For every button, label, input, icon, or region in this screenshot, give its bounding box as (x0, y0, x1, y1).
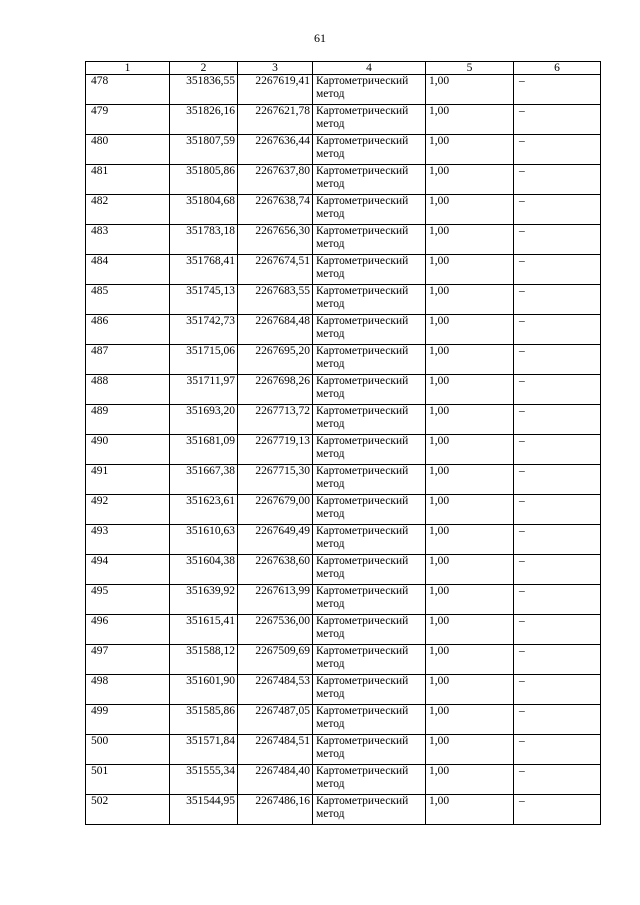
method-cell: Картометрический метод (313, 75, 426, 105)
y-coordinate-cell: 2267698,26 (238, 375, 313, 405)
point-number-cell: 480 (86, 135, 170, 165)
y-coordinate-cell: 2267674,51 (238, 255, 313, 285)
accuracy-cell: 1,00 (426, 345, 514, 375)
accuracy-cell: 1,00 (426, 615, 514, 645)
accuracy-cell: 1,00 (426, 435, 514, 465)
y-coordinate-cell: 2267536,00 (238, 615, 313, 645)
point-number-cell: 497 (86, 645, 170, 675)
note-cell: – (514, 345, 601, 375)
method-cell: Картометрический метод (313, 225, 426, 255)
x-coordinate-cell: 351544,95 (170, 795, 238, 825)
note-cell: – (514, 735, 601, 765)
column-header-3: 3 (238, 62, 313, 75)
note-cell: – (514, 585, 601, 615)
note-cell: – (514, 135, 601, 165)
y-coordinate-cell: 2267715,30 (238, 465, 313, 495)
accuracy-cell: 1,00 (426, 405, 514, 435)
y-coordinate-cell: 2267656,30 (238, 225, 313, 255)
method-cell: Картометрический метод (313, 615, 426, 645)
note-cell: – (514, 645, 601, 675)
point-number-cell: 502 (86, 795, 170, 825)
point-number-cell: 495 (86, 585, 170, 615)
method-cell: Картометрический метод (313, 105, 426, 135)
method-cell: Картометрический метод (313, 345, 426, 375)
method-cell: Картометрический метод (313, 675, 426, 705)
point-number-cell: 484 (86, 255, 170, 285)
table-row (86, 225, 601, 255)
accuracy-cell: 1,00 (426, 765, 514, 795)
table-row (86, 645, 601, 675)
y-coordinate-cell: 2267695,20 (238, 345, 313, 375)
y-coordinate-cell: 2267638,60 (238, 555, 313, 585)
method-cell: Картометрический метод (313, 135, 426, 165)
x-coordinate-cell: 351804,68 (170, 195, 238, 225)
table-row (86, 525, 601, 555)
accuracy-cell: 1,00 (426, 255, 514, 285)
accuracy-cell: 1,00 (426, 75, 514, 105)
note-cell: – (514, 375, 601, 405)
x-coordinate-cell: 351768,41 (170, 255, 238, 285)
table-body (86, 75, 601, 825)
accuracy-cell: 1,00 (426, 225, 514, 255)
x-coordinate-cell: 351555,34 (170, 765, 238, 795)
table-row (86, 765, 601, 795)
table-row (86, 105, 601, 135)
note-cell: – (514, 225, 601, 255)
table-row (86, 735, 601, 765)
method-cell: Картометрический метод (313, 555, 426, 585)
y-coordinate-cell: 2267719,13 (238, 435, 313, 465)
table-header (86, 62, 601, 75)
note-cell: – (514, 435, 601, 465)
method-cell: Картометрический метод (313, 195, 426, 225)
point-number-cell: 490 (86, 435, 170, 465)
table-row (86, 75, 601, 105)
note-cell: – (514, 315, 601, 345)
accuracy-cell: 1,00 (426, 135, 514, 165)
column-header-6: 6 (514, 62, 601, 75)
x-coordinate-cell: 351711,97 (170, 375, 238, 405)
column-header-5: 5 (426, 62, 514, 75)
method-cell: Картометрический метод (313, 765, 426, 795)
page-number: 61 (314, 31, 326, 45)
table-row (86, 675, 601, 705)
accuracy-cell: 1,00 (426, 375, 514, 405)
x-coordinate-cell: 351639,92 (170, 585, 238, 615)
accuracy-cell: 1,00 (426, 465, 514, 495)
note-cell: – (514, 675, 601, 705)
x-coordinate-cell: 351667,38 (170, 465, 238, 495)
y-coordinate-cell: 2267636,44 (238, 135, 313, 165)
point-number-cell: 494 (86, 555, 170, 585)
x-coordinate-cell: 351693,20 (170, 405, 238, 435)
point-number-cell: 487 (86, 345, 170, 375)
point-number-cell: 500 (86, 735, 170, 765)
method-cell: Картометрический метод (313, 315, 426, 345)
point-number-cell: 483 (86, 225, 170, 255)
accuracy-cell: 1,00 (426, 315, 514, 345)
accuracy-cell: 1,00 (426, 645, 514, 675)
point-number-cell: 488 (86, 375, 170, 405)
method-cell: Картометрический метод (313, 465, 426, 495)
method-cell: Картометрический метод (313, 255, 426, 285)
point-number-cell: 479 (86, 105, 170, 135)
point-number-cell: 489 (86, 405, 170, 435)
x-coordinate-cell: 351807,59 (170, 135, 238, 165)
note-cell: – (514, 765, 601, 795)
table-row (86, 615, 601, 645)
table-row (86, 315, 601, 345)
table-row (86, 465, 601, 495)
method-cell: Картометрический метод (313, 285, 426, 315)
point-number-cell: 499 (86, 705, 170, 735)
column-header-2: 2 (170, 62, 238, 75)
x-coordinate-cell: 351742,73 (170, 315, 238, 345)
y-coordinate-cell: 2267487,05 (238, 705, 313, 735)
y-coordinate-cell: 2267484,53 (238, 675, 313, 705)
accuracy-cell: 1,00 (426, 705, 514, 735)
note-cell: – (514, 795, 601, 825)
table-row (86, 795, 601, 825)
y-coordinate-cell: 2267637,80 (238, 165, 313, 195)
point-number-cell: 485 (86, 285, 170, 315)
table-row (86, 435, 601, 465)
y-coordinate-cell: 2267484,51 (238, 735, 313, 765)
accuracy-cell: 1,00 (426, 585, 514, 615)
accuracy-cell: 1,00 (426, 735, 514, 765)
y-coordinate-cell: 2267486,16 (238, 795, 313, 825)
x-coordinate-cell: 351715,06 (170, 345, 238, 375)
x-coordinate-cell: 351615,41 (170, 615, 238, 645)
accuracy-cell: 1,00 (426, 795, 514, 825)
method-cell: Картометрический метод (313, 735, 426, 765)
point-number-cell: 478 (86, 75, 170, 105)
table-row (86, 165, 601, 195)
coordinates-table (85, 61, 601, 825)
method-cell: Картометрический метод (313, 525, 426, 555)
x-coordinate-cell: 351585,86 (170, 705, 238, 735)
point-number-cell: 492 (86, 495, 170, 525)
method-cell: Картометрический метод (313, 795, 426, 825)
method-cell: Картометрический метод (313, 375, 426, 405)
point-number-cell: 491 (86, 465, 170, 495)
x-coordinate-cell: 351601,90 (170, 675, 238, 705)
accuracy-cell: 1,00 (426, 105, 514, 135)
note-cell: – (514, 555, 601, 585)
point-number-cell: 498 (86, 675, 170, 705)
method-cell: Картометрический метод (313, 585, 426, 615)
x-coordinate-cell: 351623,61 (170, 495, 238, 525)
x-coordinate-cell: 351836,55 (170, 75, 238, 105)
method-cell: Картометрический метод (313, 405, 426, 435)
note-cell: – (514, 705, 601, 735)
table-row (86, 405, 601, 435)
x-coordinate-cell: 351783,18 (170, 225, 238, 255)
point-number-cell: 481 (86, 165, 170, 195)
method-cell: Картометрический метод (313, 495, 426, 525)
accuracy-cell: 1,00 (426, 675, 514, 705)
note-cell: – (514, 495, 601, 525)
accuracy-cell: 1,00 (426, 195, 514, 225)
x-coordinate-cell: 351745,13 (170, 285, 238, 315)
note-cell: – (514, 465, 601, 495)
table-row (86, 345, 601, 375)
x-coordinate-cell: 351805,86 (170, 165, 238, 195)
table-row (86, 495, 601, 525)
accuracy-cell: 1,00 (426, 165, 514, 195)
point-number-cell: 482 (86, 195, 170, 225)
y-coordinate-cell: 2267638,74 (238, 195, 313, 225)
x-coordinate-cell: 351826,16 (170, 105, 238, 135)
note-cell: – (514, 165, 601, 195)
y-coordinate-cell: 2267484,40 (238, 765, 313, 795)
note-cell: – (514, 615, 601, 645)
table-row (86, 285, 601, 315)
point-number-cell: 486 (86, 315, 170, 345)
column-header-1: 1 (86, 62, 170, 75)
x-coordinate-cell: 351588,12 (170, 645, 238, 675)
note-cell: – (514, 105, 601, 135)
note-cell: – (514, 195, 601, 225)
accuracy-cell: 1,00 (426, 285, 514, 315)
table-row (86, 375, 601, 405)
table-row (86, 555, 601, 585)
note-cell: – (514, 285, 601, 315)
note-cell: – (514, 525, 601, 555)
table-row (86, 585, 601, 615)
point-number-cell: 493 (86, 525, 170, 555)
method-cell: Картометрический метод (313, 645, 426, 675)
note-cell: – (514, 405, 601, 435)
method-cell: Картометрический метод (313, 705, 426, 735)
table-row (86, 135, 601, 165)
y-coordinate-cell: 2267683,55 (238, 285, 313, 315)
y-coordinate-cell: 2267684,48 (238, 315, 313, 345)
y-coordinate-cell: 2267509,69 (238, 645, 313, 675)
x-coordinate-cell: 351681,09 (170, 435, 238, 465)
y-coordinate-cell: 2267613,99 (238, 585, 313, 615)
note-cell: – (514, 75, 601, 105)
table-row (86, 195, 601, 225)
point-number-cell: 501 (86, 765, 170, 795)
point-number-cell: 496 (86, 615, 170, 645)
y-coordinate-cell: 2267621,78 (238, 105, 313, 135)
x-coordinate-cell: 351610,63 (170, 525, 238, 555)
x-coordinate-cell: 351571,84 (170, 735, 238, 765)
x-coordinate-cell: 351604,38 (170, 555, 238, 585)
note-cell: – (514, 255, 601, 285)
accuracy-cell: 1,00 (426, 495, 514, 525)
accuracy-cell: 1,00 (426, 525, 514, 555)
header-row (86, 62, 601, 75)
column-header-4: 4 (313, 62, 426, 75)
y-coordinate-cell: 2267649,49 (238, 525, 313, 555)
y-coordinate-cell: 2267679,00 (238, 495, 313, 525)
table-row (86, 705, 601, 735)
table-row (86, 255, 601, 285)
method-cell: Картометрический метод (313, 435, 426, 465)
y-coordinate-cell: 2267713,72 (238, 405, 313, 435)
method-cell: Картометрический метод (313, 165, 426, 195)
y-coordinate-cell: 2267619,41 (238, 75, 313, 105)
accuracy-cell: 1,00 (426, 555, 514, 585)
